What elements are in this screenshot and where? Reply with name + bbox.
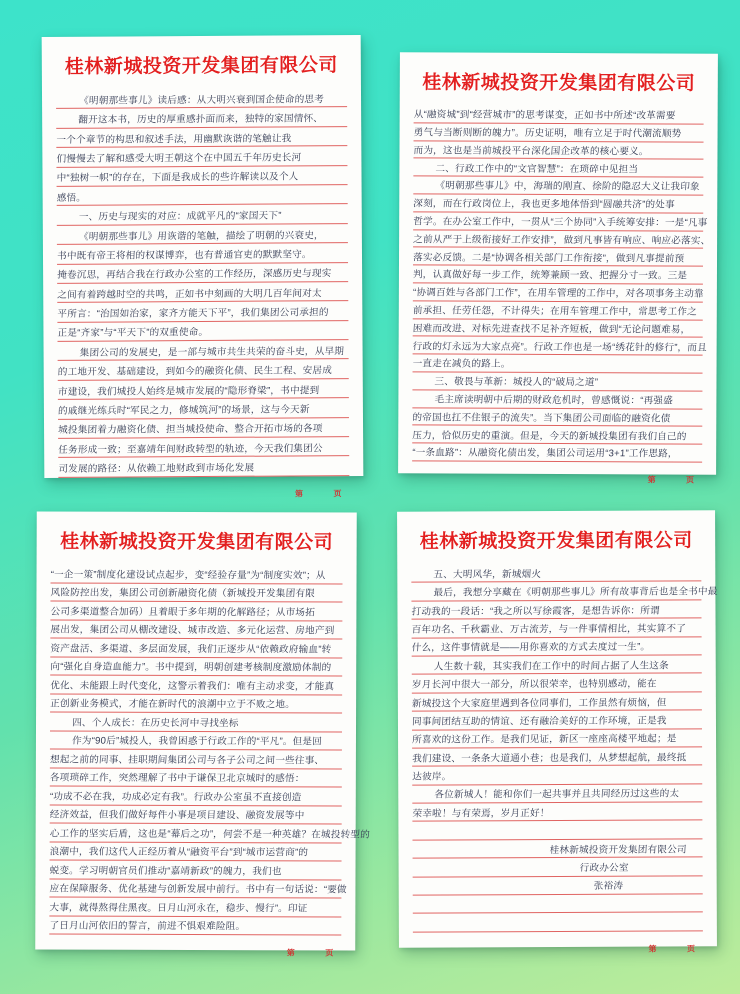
handwritten-text: 前承担、任劳任怨，不计得失；在用车管理工作中，常思考工作之	[412, 305, 698, 318]
ruled-line	[50, 842, 342, 862]
handwritten-text: “协调百姓与各部门工作”，在用车管理的工作中，对各项事务主动靠	[412, 287, 705, 300]
ruled-line	[57, 185, 348, 206]
handwritten-text: 资产盘活、多渠道、多层面发展，我们正逐步从“依赖政府输血”转	[50, 643, 332, 656]
handwritten-text: 大事，就得熬得住黑夜。日月山河永在，稳步、慢行”。印证	[49, 902, 308, 915]
page-number-row	[58, 483, 349, 503]
ruled-line	[56, 108, 347, 129]
company-letterhead: 桂林新城投资开发集团有限公司	[419, 530, 693, 553]
page-number-label-di: 第	[286, 948, 295, 958]
ruled-line	[412, 821, 702, 841]
handwritten-text: 落实必反馈。二是“协调各相关部门工作衔接”，做到凡事提前预	[412, 251, 685, 265]
ruled-line	[50, 768, 342, 788]
handwritten-text: 的工地开发、基础建设，到如今的融资化债、民生工程、安居成	[57, 365, 333, 379]
handwritten-text: 正是“齐家”与“平天下”的双重使命。	[57, 327, 209, 340]
ruled-line	[49, 879, 348, 899]
handwritten-text: 达彼岸。	[412, 771, 452, 783]
company-letterhead: 桂林新城投资开发集团有限公司	[422, 72, 696, 95]
handwritten-text: 们慢慢去了解和感受大明王朝这个在中国五千年历史长河	[56, 152, 302, 165]
company-letterhead: 桂林新城投资开发集团有限公司	[60, 531, 334, 554]
ruled-line	[50, 638, 342, 658]
ruled-line	[50, 712, 342, 732]
page-number-row	[49, 941, 341, 960]
handwritten-text: 勇气与当断则断的魄力”。历史证明，唯有立足于时代潮流顺势	[413, 127, 682, 140]
ruled-line	[50, 657, 342, 677]
ruled-line	[412, 747, 702, 767]
ruled-line	[58, 379, 349, 400]
ruled-line	[413, 248, 703, 267]
handwritten-text: 中“独树一帜”的存在，下面是我成长的些许解读以及个人	[56, 171, 299, 185]
page-number-label-di: 第	[648, 944, 657, 954]
ruled-line	[412, 372, 702, 391]
ruled-line	[57, 282, 348, 303]
ruled-line	[412, 710, 702, 730]
handwritten-text: 什么，这件事情就是——用你喜欢的方式去度过一生”。	[411, 641, 651, 654]
document-page-3	[35, 511, 371, 958]
handwritten-text: 哲学。在办公室工作中，一贯从“三个协同”入手统筹安排：一是“凡事	[412, 216, 708, 229]
ruled-line	[412, 766, 702, 786]
ruled-line	[58, 418, 349, 439]
ruled-line	[56, 146, 347, 167]
ruled-line	[57, 321, 348, 342]
handwritten-text: 打动我的一段话：“我之所以写徐霞客，是想告诉你：所谓	[411, 605, 661, 618]
page-number-label-di: 第	[647, 475, 656, 485]
handwritten-text: 蜕变。学习明朝官员们推动“嘉靖新政”的魄力，我们也	[49, 865, 282, 878]
handwritten-text: 行政的灯永远为大家点亮”。行政工作也是一场“绣花针的修行”，而且	[412, 340, 708, 354]
page-number-label-di: 第	[294, 489, 304, 499]
handwritten-text: 掩卷沉思，再结合我在行政办公室的工作经历，深感历史与现实	[56, 268, 332, 282]
letterhead-rule	[56, 82, 347, 84]
handwritten-text: 的戚继光练兵时“军民之力，修城筑河”的场景，这与今天新	[57, 404, 310, 417]
ruled-line	[58, 398, 349, 419]
handwritten-text: 《明朝那些事儿》读后感：从大明兴衰到国企使命的思考	[78, 94, 325, 107]
handwritten-text: 各项琐碎工作，突然理解了书中于谦保卫北京城时的感悟：	[49, 772, 305, 785]
handwritten-text: 同事间团结互助的情谊、还有融洽美好的工作环境，正是我	[411, 715, 667, 728]
ruled-line	[413, 894, 703, 914]
page-body	[411, 105, 711, 462]
handwritten-text: 一个个章节的构思和叙述手法，用幽默诙谐的笔触让我	[56, 133, 292, 146]
handwritten-text: 公司多渠道整合加码）且着眼于多年期的化解路径；从市场拓	[50, 606, 316, 619]
handwritten-text: 心工作的坚实后盾，这也是“幕后之功”，何尝不是一种英雄？在城投转型的	[49, 828, 371, 841]
ruled-line	[413, 858, 703, 878]
handwritten-text: 司发展的路径：从依赖工地财政到市场化发展	[58, 462, 255, 476]
ruled-line	[49, 860, 341, 880]
page-number-label-ye: 页	[325, 948, 334, 958]
ruled-line	[50, 601, 342, 621]
handwritten-text: 风险防控出发，集团公司创新融资化债（新城投开发集团有限	[50, 587, 316, 600]
handwritten-text: 新城投这个大家庭里遇到各位同事们，工作虽然有烦恼，但	[411, 697, 667, 710]
ruled-line	[412, 802, 702, 822]
handwritten-text: 最后，我想分享藏在《明朝那些事儿》所有故事背后也是全书中最	[433, 586, 718, 599]
handwritten-text: 之间有着跨越时空的共鸣，正如书中刻画的大明几百年间对太	[57, 287, 322, 301]
handwritten-text: “一条血路”：从融资化债出发，集团公司运用“3+1”工作思路，	[411, 447, 679, 460]
ruled-line	[57, 224, 348, 245]
ruled-line	[413, 355, 703, 374]
ruled-line	[413, 913, 703, 933]
handwritten-text: 浪潮中，我们这代人正经历着从“融资平台”到“城市运营商”的	[49, 846, 309, 859]
handwritten-text: 三、敬畏与革新：城投人的“破局之道”	[434, 376, 599, 389]
handwritten-text: “一企一策”制度化建设试点起步，变“经验存量”为“制度实效”；从	[50, 569, 326, 582]
ruled-line	[413, 266, 703, 285]
ruled-line	[412, 390, 702, 409]
ruled-line	[58, 360, 349, 381]
handwritten-text: 《明朝那些事儿》中，海瑞的刚直、徐阶的隐忍大义让我印象	[435, 180, 701, 194]
handwritten-text: 我们建设、一条条大道通小巷；也是我们，从梦想起航，最终抵	[411, 752, 687, 765]
ruled-line	[413, 159, 703, 178]
ruled-line	[51, 564, 343, 584]
handwritten-text: 经济效益，但我们做好每件小事是项目建设、融资发展等中	[49, 809, 305, 822]
handwritten-text: 展出发，集团公司从棚改建设、城市改造、多元化运营、房地产到	[50, 624, 335, 637]
ruled-line	[412, 426, 702, 445]
ruled-line	[413, 301, 703, 320]
handwritten-text: 《明朝那些事儿》用诙谐的笔触，描绘了明朝的兴衰史，	[78, 229, 325, 243]
ruled-line	[58, 340, 349, 361]
handwritten-text: 毛主席读明朝中后期的财政危机时，曾感慨说：“再强盛	[434, 394, 674, 407]
handwritten-text: 四、个人成长：在历史长河中寻找坐标	[71, 717, 239, 730]
handwritten-text: 了日月山河依旧的誓言，前进不惧艰难险阻。	[49, 920, 246, 933]
handwritten-text: 各位新城人！能和你们一起共事并且共同经历过这些的太	[434, 788, 680, 802]
ruled-line	[412, 408, 702, 427]
ruled-line	[412, 729, 702, 749]
handwritten-text: 从“融资城”到“经营城市”的思考谋变，正如书中所述“改革需要	[413, 109, 676, 122]
document-page-2	[398, 52, 718, 485]
footer-rule	[413, 934, 703, 935]
page-body	[49, 564, 371, 935]
page-number-label-ye: 页	[333, 488, 342, 499]
handwritten-text: 一直走在减负的路上。	[412, 358, 511, 371]
handwritten-text: 二、行政工作中的“文官智慧”：在琐碎中见担当	[435, 163, 639, 175]
ruled-line	[412, 692, 702, 712]
ruled-line	[50, 620, 342, 640]
ruled-line	[50, 786, 342, 806]
ruled-line	[413, 319, 703, 338]
handwritten-text: 任务形成一致；至嘉靖年间财政转型的轨迹，今天我们集团公	[57, 443, 323, 456]
handwritten-text: 行政办公室	[579, 862, 629, 874]
handwritten-text: 张裕涛	[593, 881, 624, 893]
handwritten-text: 之前从严于上级衔接好工作安排”，做到凡事皆有响应、响应必落实、	[412, 234, 711, 247]
handwritten-text: 集团公司的发展史，是一部与城市共生共荣的奋斗史，从早期	[79, 346, 345, 359]
ruled-line	[57, 301, 348, 322]
handwritten-text: 荣幸啦！与有荣焉，岁月正好！	[412, 807, 550, 820]
letterhead-rule	[414, 99, 704, 100]
ruled-line	[58, 437, 349, 458]
page-number-row	[412, 468, 702, 487]
footer-rule	[58, 479, 349, 481]
handwritten-text: 判，认真做好每一步工作，统筹兼顾一致、把握分寸一致。三是	[412, 269, 688, 282]
ruled-line	[412, 337, 708, 356]
ruled-line	[412, 637, 702, 657]
ruled-line	[412, 674, 702, 694]
ruled-line	[50, 583, 342, 603]
handwritten-text: 困难而改进、对标先进查找不足补齐短板，做到“无论问题难易，	[412, 323, 691, 336]
ruled-line	[57, 204, 348, 225]
ruled-line	[414, 105, 704, 124]
page-number-row	[413, 938, 703, 957]
ruled-line	[412, 839, 702, 859]
handwritten-text: 优化、未能跟上时代变化，这警示着我们：唯有主动求变，才能真	[49, 680, 335, 693]
handwritten-text: 人生数十载，其实我们在工作中的时间占据了人生这条	[433, 660, 670, 673]
ruled-line	[413, 141, 703, 160]
ruled-line	[57, 263, 348, 284]
handwritten-text: 一、历史与现实的对应：成就平凡的“家国天下”	[78, 210, 282, 223]
handwritten-text: 城投集团着力融资化债、担当城投使命、整合开拓市场的各项	[57, 423, 323, 437]
ruled-line	[414, 123, 704, 142]
ruled-line	[413, 194, 703, 213]
ruled-line	[56, 88, 347, 109]
ruled-line	[56, 166, 347, 187]
footer-rule	[412, 464, 702, 465]
handwritten-text: 作为“90后”城投人，我曾困惑于行政工作的“平凡”。但是回	[71, 735, 323, 748]
company-letterhead: 桂林新城投资开发集团有限公司	[64, 55, 338, 78]
ruled-line	[49, 823, 371, 843]
handwritten-text: 正创新业务模式，才能在新时代的浪潮中立于不败之地。	[49, 698, 296, 711]
ruled-line	[49, 897, 341, 917]
document-page-4	[397, 510, 718, 954]
handwritten-text: “功成不必在我，功成必定有我”。行政办公室虽不直接创造	[49, 791, 302, 804]
ruled-line	[412, 619, 702, 639]
ruled-line	[412, 784, 702, 804]
ruled-line	[49, 916, 341, 936]
footer-rule	[49, 937, 341, 938]
ruled-line	[50, 805, 342, 825]
handwritten-text: 桂林新城投资开发集团有限公司	[549, 844, 687, 856]
handwritten-text: 书中既有帝王将相的权谋博弈，也有普通官吏的默默坚守。	[56, 249, 312, 262]
ruled-line	[413, 283, 703, 302]
ruled-line	[411, 582, 718, 602]
handwritten-text: 五、大明风华，新城烟火	[433, 568, 542, 581]
handwritten-text: 感悟。	[56, 192, 87, 204]
handwritten-text: 翻开这本书，历史的厚重感扑面而来，独特的家国情怀、	[77, 113, 324, 126]
page-body	[411, 563, 718, 932]
handwritten-text: 而为，这也是当前城投平台深化国企改革的核心要义。	[413, 145, 649, 158]
ruled-line	[58, 457, 349, 478]
handwritten-text: 市建设，我们城投人始终是城市发展的“隐形脊梁”，书中提到	[57, 384, 320, 398]
letterhead-rule	[411, 557, 701, 558]
handwritten-text: 想起之前的同事、挂职期间集团公司与各子公司之间一些往事、	[49, 754, 325, 767]
ruled-line	[56, 127, 347, 148]
handwritten-text: 的帝国也扛不住银子的流失”。当下集团公司面临的融资化债	[412, 412, 671, 425]
ruled-line	[50, 694, 342, 714]
handwritten-text: 所喜欢的这份工作。是我们见证，新区一座座高楼平地起；是	[411, 733, 677, 746]
ruled-line	[412, 230, 711, 249]
handwritten-text: 岁月长河中很大一部分，所以很荣幸，也特别感动，能在	[411, 678, 657, 691]
ruled-line	[413, 177, 703, 196]
handwritten-text: 百年功名、千秋霸业、万古流芳，与一件事情相比，其实算不了	[411, 623, 687, 636]
ruled-line	[50, 749, 342, 769]
handwritten-text: 向“强化自身造血能力”。书中提到，明朝创建考核制度激励体制的	[49, 661, 332, 674]
page-number-label-ye: 页	[686, 475, 695, 485]
page-body	[56, 88, 349, 478]
handwritten-text: 应在保障服务、优化基建与创新发展中前行。书中有一句话说：“要做	[49, 883, 348, 896]
letterhead-rule	[51, 558, 343, 559]
ruled-line	[50, 675, 342, 695]
handwritten-text: 深刻，而在行政岗位上，我也更多地体悟到“圆融共济”的处事	[413, 198, 676, 211]
ruled-line	[50, 731, 342, 751]
ruled-line	[57, 243, 348, 264]
document-page-1	[42, 35, 364, 499]
handwritten-text: 压力，恰似历史的重演。但是，今天的新城投集团有我们自己的	[412, 429, 687, 443]
ruled-line	[412, 212, 708, 231]
ruled-line	[412, 444, 702, 463]
ruled-line	[413, 876, 703, 896]
ruled-line	[412, 655, 702, 675]
ruled-line	[411, 600, 701, 620]
ruled-line	[411, 563, 701, 583]
page-number-label-ye: 页	[686, 944, 695, 954]
handwritten-text: 平所言：“治国如治家，家齐方能天下平”，我们集团公司承担的	[57, 307, 329, 320]
